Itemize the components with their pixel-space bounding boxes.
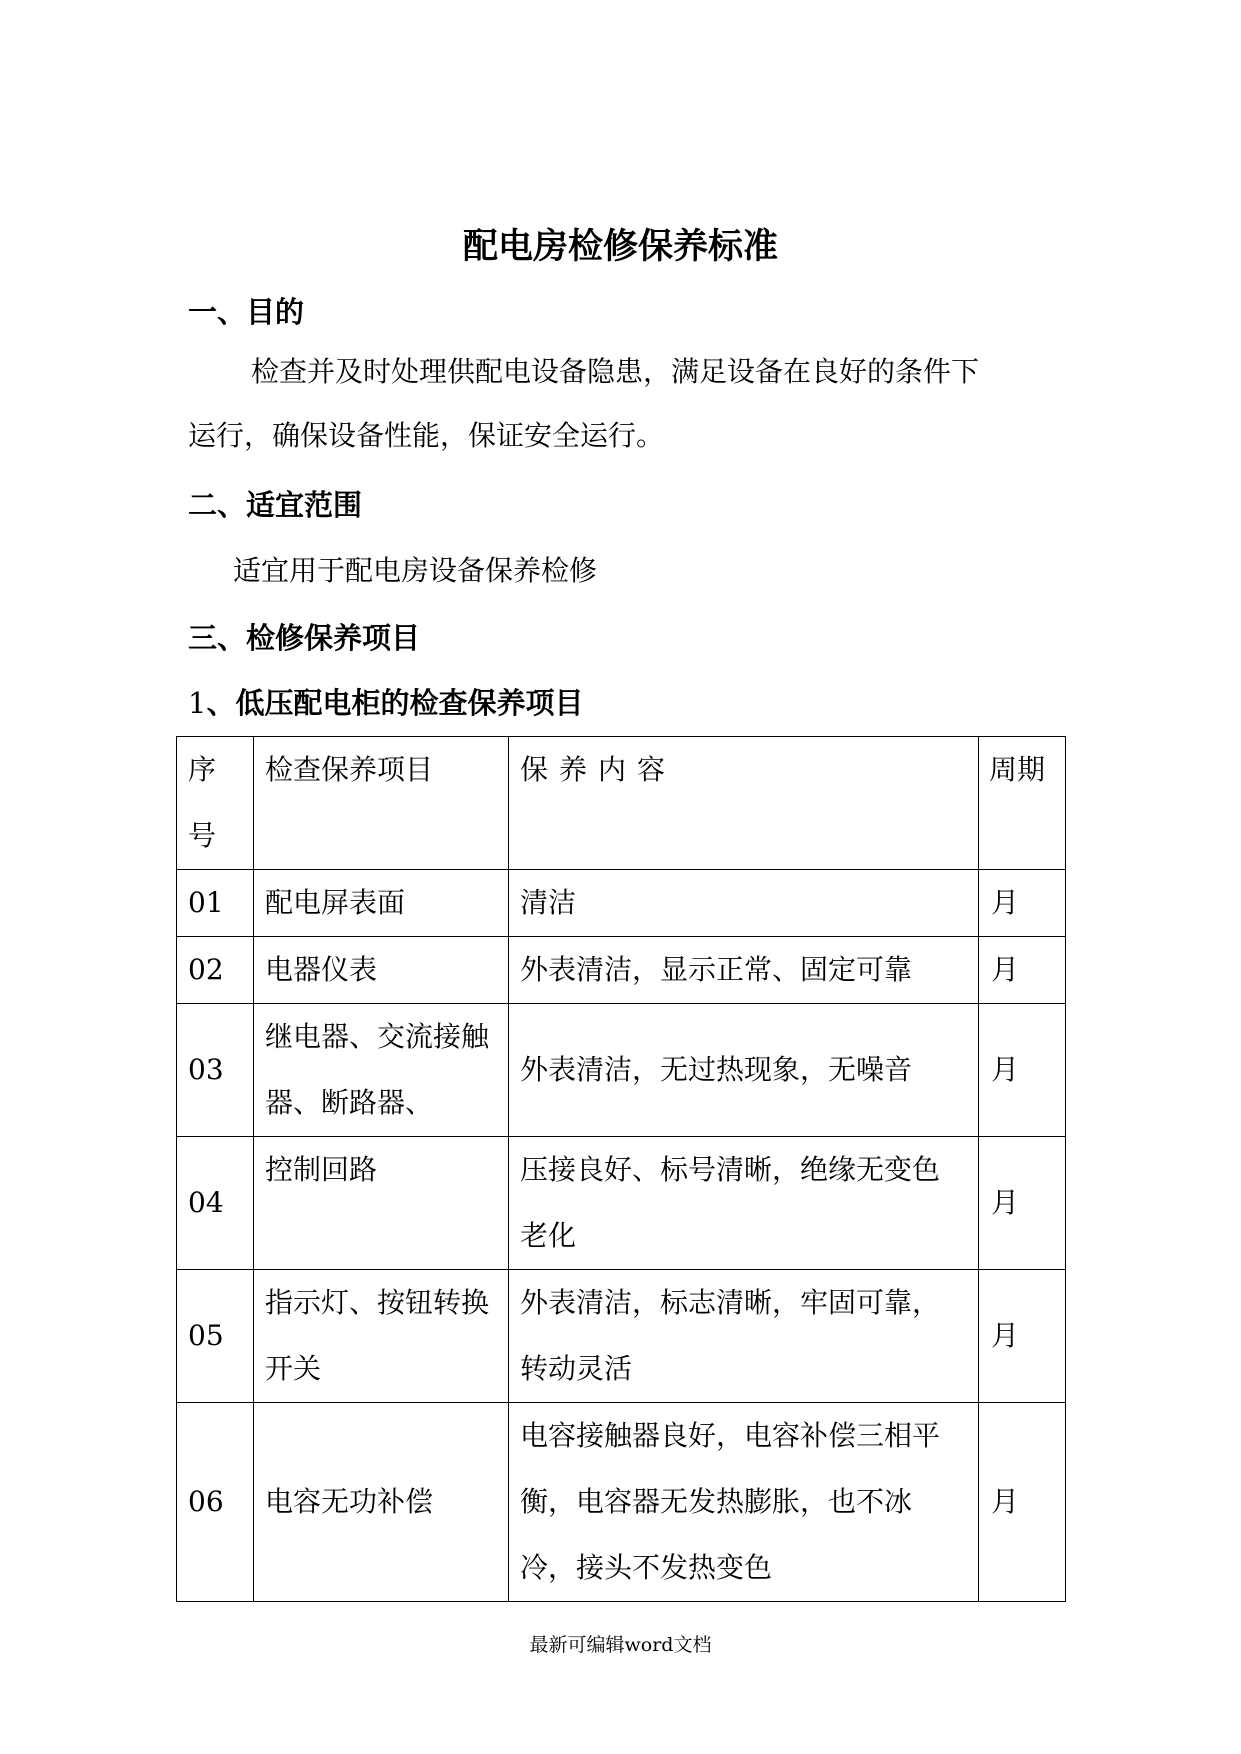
row-serial-no: 04: [177, 1137, 254, 1270]
subsection-heading-low-voltage: [188, 683, 583, 723]
purpose-paragraph: [188, 340, 1068, 468]
section-heading-scope: 二、适宜范围: [188, 488, 363, 522]
row-period: 月: [979, 870, 1066, 937]
section-heading-items: 三、检修保养项目: [188, 621, 421, 655]
row-serial-no: 05: [177, 1270, 254, 1403]
header-item: 检查保养项目: [254, 737, 509, 870]
row-period: 月: [979, 1270, 1066, 1403]
row-serial-no: 06: [177, 1403, 254, 1602]
row-period: 月: [979, 1403, 1066, 1602]
row-item: 继电器、交流接触器、断路器、: [254, 1004, 509, 1137]
table-row: [177, 1004, 1066, 1137]
header-serial-no-char-1: 序: [188, 753, 217, 786]
scope-text: 适宜用于配电房设备保养检修: [233, 554, 598, 587]
row-item: 控制回路: [254, 1137, 509, 1270]
row-item: 电器仪表: [254, 937, 509, 1004]
row-period: 月: [979, 1004, 1066, 1137]
header-serial-no: [177, 737, 254, 870]
document-title: 配电房检修保养标准: [462, 227, 778, 267]
section-heading-purpose: 一、目的: [188, 295, 305, 329]
row-serial-no: 01: [177, 870, 254, 937]
table-header-row: [177, 737, 1066, 870]
purpose-text-line-1: 检查并及时处理供配电设备隐患，满足设备在良好的条件下: [251, 355, 980, 388]
row-serial-no: 02: [177, 937, 254, 1004]
table-row: [177, 1137, 1066, 1270]
header-period: 周期: [979, 737, 1066, 870]
row-item: 配电屏表面: [254, 870, 509, 937]
purpose-text-line-2: 运行，确保设备性能，保证安全运行。: [188, 419, 665, 452]
table-row: [177, 937, 1066, 1004]
row-item: 电容无功补偿: [254, 1403, 509, 1602]
subsection-number: 1: [188, 686, 207, 720]
maintenance-table: [176, 736, 1066, 1602]
header-content: 保养内容: [509, 737, 979, 870]
page-footer: 最新可编辑word文档: [529, 1634, 712, 1656]
row-period: 月: [979, 937, 1066, 1004]
table-row: [177, 1403, 1066, 1602]
row-item: 指示灯、按钮转换开关: [254, 1270, 509, 1403]
row-content: 外表清洁，无过热现象，无噪音: [509, 1004, 979, 1137]
header-serial-no-char-2: 号: [188, 819, 217, 852]
row-period: 月: [979, 1137, 1066, 1270]
row-content: 压接良好、标号清晰，绝缘无变色老化: [509, 1137, 979, 1270]
row-content: 外表清洁，显示正常、固定可靠: [509, 937, 979, 1004]
row-content: 清洁: [509, 870, 979, 937]
table-row: [177, 870, 1066, 937]
row-content: 外表清洁，标志清晰，牢固可靠，转动灵活: [509, 1270, 979, 1403]
row-serial-no: 03: [177, 1004, 254, 1137]
subsection-text: 、低压配电柜的检查保养项目: [206, 686, 584, 720]
row-content: 电容接触器良好，电容补偿三相平衡，电容器无发热膨胀，也不冰冷，接头不发热变色: [509, 1403, 979, 1602]
table-row: [177, 1270, 1066, 1403]
